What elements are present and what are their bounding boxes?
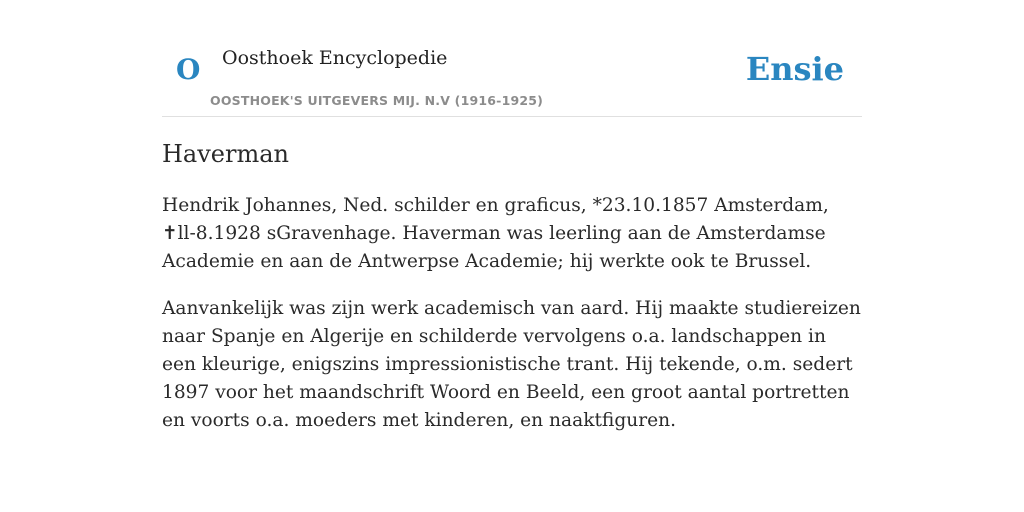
header <box>162 30 862 117</box>
publisher-label: OOSTHOEK'S UITGEVERS MIJ. N.V (1916-1925) <box>210 93 544 108</box>
entry-paragraph: Aanvankelijk was zijn werk academisch van aard. Hij maakte studiereizen naar Spanje en Algerije en schilderde vervolgens o.a. landschappen in een kleurige, enigszins impressionistische trant. Hij tekende, o.m. sedert 1897 voor het maandschrift Woord en Beeld, een groot aantal portretten en voorts o.a. moeders met kinderen, en naaktfiguren. <box>162 298 861 431</box>
entry-paragraph: Hendrik Johannes, Ned. schilder en graficus, *23.10.1857 Amsterdam, ✝ll-8.1928 sGravenhage. Haverman was leerling aan de Amsterdamse Academie en aan de Antwerpse Academie; hij werkte ook te Brussel. <box>162 195 829 272</box>
entry-body <box>162 192 862 454</box>
book-title-link[interactable]: Oosthoek Encyclopedie <box>222 47 448 69</box>
entry-title: Haverman <box>162 140 289 168</box>
book-logo[interactable]: O <box>176 53 201 86</box>
ensie-logo-link[interactable]: Ensie <box>745 50 844 88</box>
